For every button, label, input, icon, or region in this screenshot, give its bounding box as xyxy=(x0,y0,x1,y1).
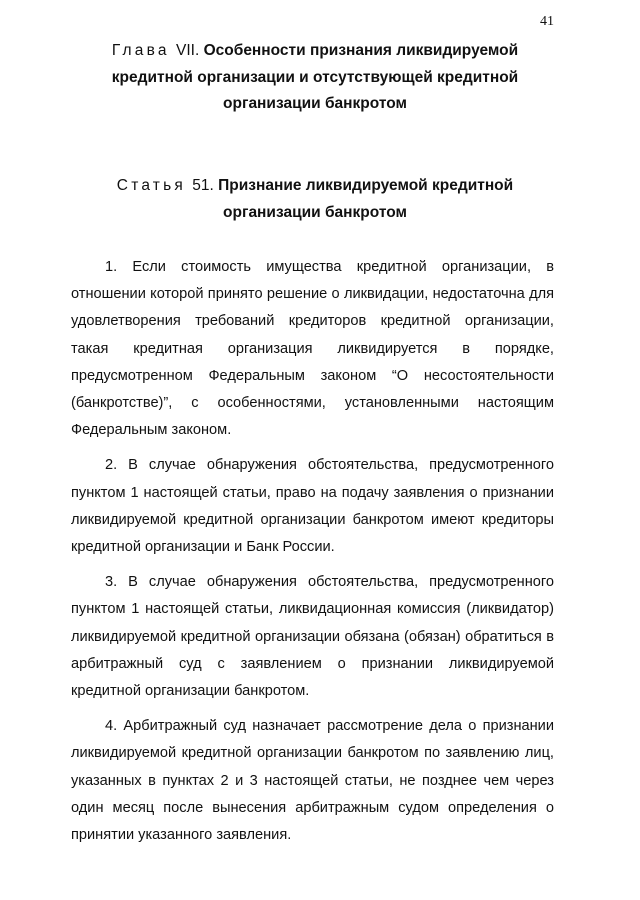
article-label: Статья xyxy=(116,177,186,194)
chapter-label: Глава xyxy=(111,42,170,59)
chapter-number: VII. xyxy=(176,42,200,59)
chapter-title: Особенности признания ликвидируемой кредитной организации и отсутствующей кредитной организации банкротом xyxy=(111,42,519,112)
paragraph-3: 3. В случае обнаружения обстоятельства, предусмотренного пунктом 1 настоящей статьи, ликвидационная комиссия (ликвидатор) ликвидируемой кредитной организации обязана (обязан) обратиться в арбитражный суд с заявлением о признании ликвидируемой кредитной организации банкротом. xyxy=(71,574,554,700)
paragraph-1: 1. Если стоимость имущества кредитной организации, в отношении которой принято решение о ликвидации, недостаточна для удовлетворения требований кредиторов кредитной организации, такая кредитная организация ликвидируется в порядке, предусмотренном Федеральным законом “О несостоятельности (банкротстве)”, с особенностями, установленными настоящим Федеральным законом. xyxy=(71,259,554,439)
article-title: Признание ликвидируемой кредитной организации банкротом xyxy=(218,177,514,221)
chapter-heading xyxy=(70,38,560,118)
paragraph-4: 4. Арбитражный суд назначает рассмотрение дела о признании ликвидируемой кредитной организации банкротом по заявлению лиц, указанных в пунктах 2 и 3 настоящей статьи, не позднее чем через один месяц после вынесения арбитражным судом определения о принятии указанного заявления. xyxy=(71,718,554,844)
page-number: 41 xyxy=(540,14,554,29)
article-number: 51. xyxy=(192,177,214,194)
article-heading xyxy=(70,173,560,226)
article-body xyxy=(71,254,554,857)
paragraph-2: 2. В случае обнаружения обстоятельства, предусмотренного пунктом 1 настоящей статьи, право на подачу заявления о признании ликвидируемой кредитной организации банкротом имеют кредиторы кредитной организации и Банк России. xyxy=(71,457,554,556)
